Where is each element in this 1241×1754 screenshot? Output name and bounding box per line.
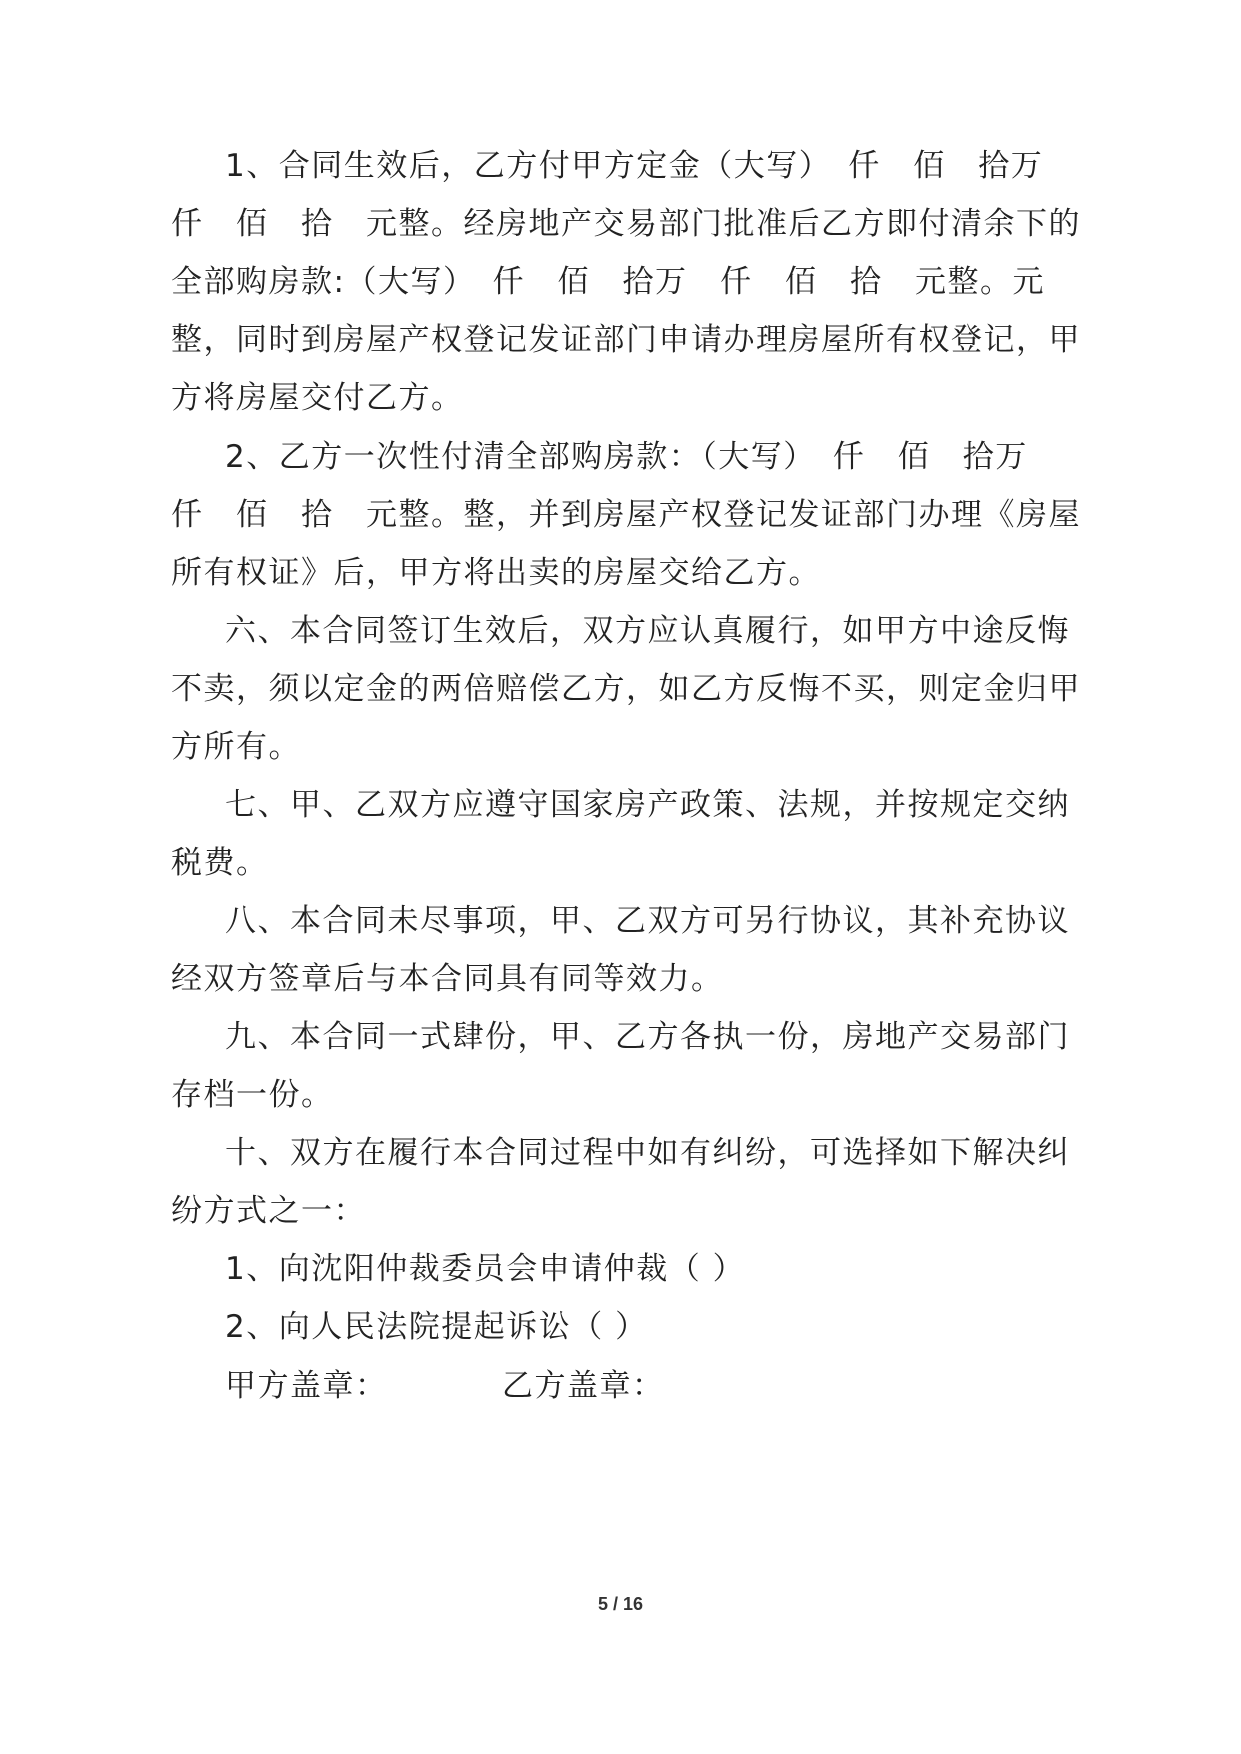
text-line: 方所有。 — [171, 729, 301, 765]
text-line: 十、双方在履行本合同过程中如有纠纷，可选择如下解决纠 — [225, 1135, 1070, 1171]
text-line: 全部购房款:（大写） 仟 佰 拾万 仟 佰 拾 元整。元 — [171, 264, 1045, 300]
text-line: 整，同时到房屋产权登记发证部门申请办理房屋所有权登记，甲 — [171, 322, 1081, 358]
text-line: 1、向沈阳仲裁委员会申请仲裁（ ） — [225, 1251, 746, 1287]
text-line: 税费。 — [171, 845, 269, 881]
text-line: 存档一份。 — [171, 1077, 334, 1113]
text-line: 不卖，须以定金的两倍赔偿乙方，如乙方反悔不买，则定金归甲 — [171, 671, 1081, 707]
text-line: 2、向人民法院提起诉讼（ ） — [225, 1309, 648, 1345]
text-line: 九、本合同一式肆份，甲、乙方各执一份，房地产交易部门 — [225, 1019, 1070, 1055]
page-number: 5 / 16 — [597, 1594, 644, 1614]
text-line: 2、乙方一次性付清全部购房款：（大写） 仟 佰 拾万 — [225, 439, 1028, 475]
text-line: 纷方式之一： — [171, 1193, 366, 1229]
text-line: 仟 佰 拾 元整。整，并到房屋产权登记发证部门办理《房屋 — [171, 497, 1081, 533]
text-line: 仟 佰 拾 元整。经房地产交易部门批准后乙方即付清余下的 — [171, 206, 1081, 242]
text-line: 七、甲、乙双方应遵守国家房产政策、法规，并按规定交纳 — [225, 787, 1070, 823]
text-line: 所有权证》后，甲方将出卖的房屋交给乙方。 — [171, 555, 821, 591]
text-line: 八、本合同未尽事项，甲、乙双方可另行协议，其补充协议 — [225, 903, 1070, 939]
text-line: 方将房屋交付乙方。 — [171, 380, 464, 416]
text-line: 甲方盖章： 乙方盖章： — [225, 1368, 665, 1404]
text-line: 六、本合同签订生效后，双方应认真履行，如甲方中途反悔 — [225, 613, 1070, 649]
text-line: 经双方签章后与本合同具有同等效力。 — [171, 961, 724, 997]
text-line: 1、合同生效后，乙方付甲方定金（大写） 仟 佰 拾万 — [225, 148, 1044, 184]
